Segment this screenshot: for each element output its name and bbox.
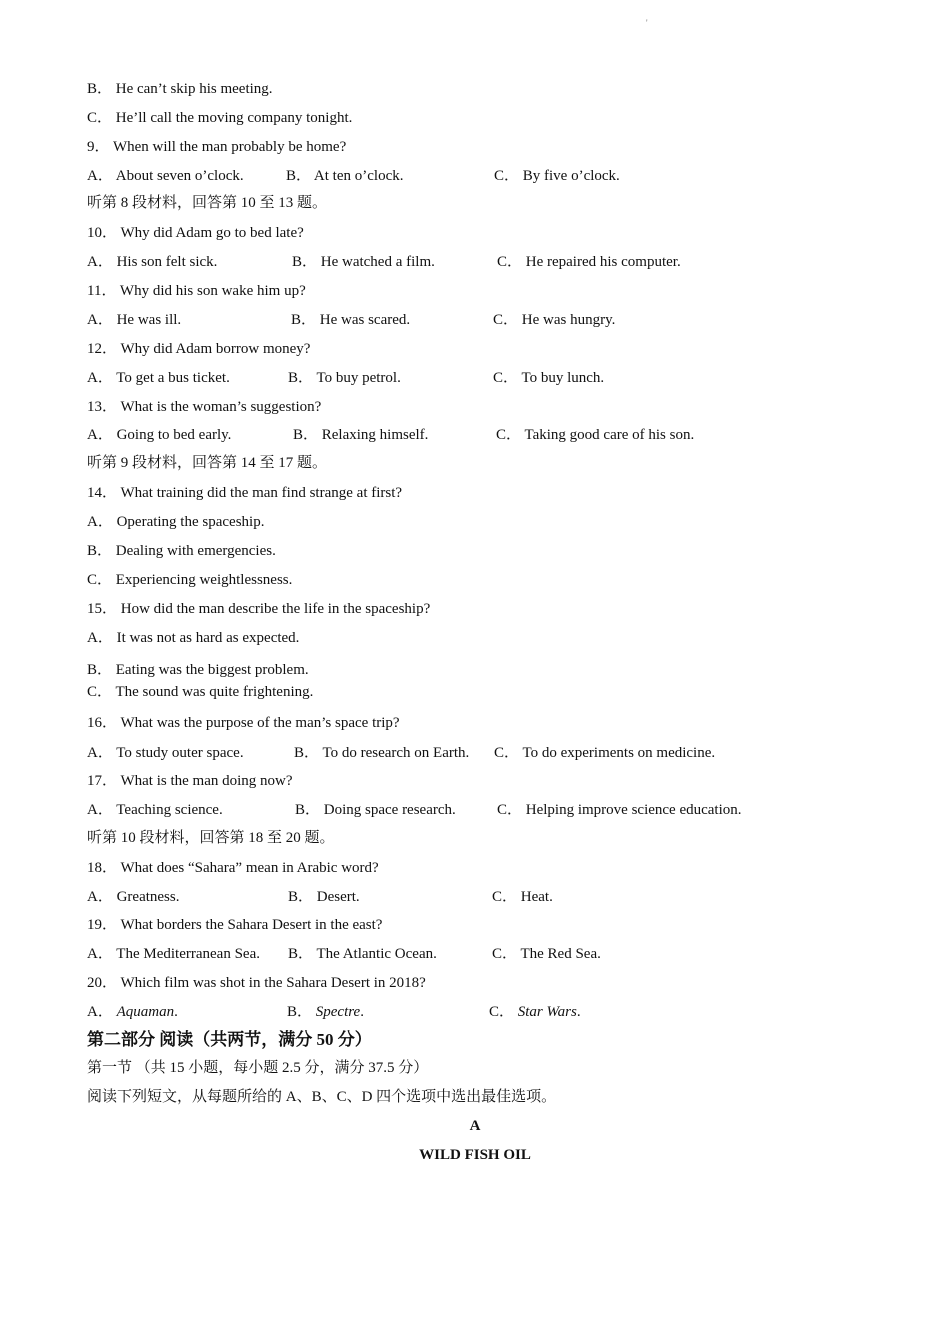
page-mark: ' [646,18,648,28]
option-a: A． Teaching science. [87,802,223,818]
question-line: 19． What borders the Sahara Desert in the east? [87,917,383,933]
option-b: B． Desert. [288,889,360,905]
option-c: C． To do experiments on medicine. [494,745,716,761]
section-instruction: 听第 9 段材料，回答第 14 至 17 题。 [87,455,328,471]
part-heading: 第二部分 阅读（共两节，满分 50 分） [87,1030,372,1049]
film-title: Star Wars [517,1004,577,1020]
option-line: B． Dealing with emergencies. [87,543,276,559]
option-a: A． Aquaman. [87,1004,178,1020]
option-c: C． To buy lunch. [493,370,605,386]
option-b: B． He was scared. [291,312,411,328]
option-c: C． The Red Sea. [492,946,601,962]
option-b: B． To do research on Earth. [294,745,470,761]
question-line: 14． What training did the man find strange at first? [87,485,403,501]
option-b: B． To buy petrol. [288,370,401,386]
option-c: C． Helping improve science education. [497,802,742,818]
question-line: 12． Why did Adam borrow money? [87,341,311,357]
question-line: 9． When will the man probably be home? [87,139,347,155]
film-title: Spectre [315,1004,361,1020]
option-c: C． By five o’clock. [494,168,620,184]
option-b: B． At ten o’clock. [286,168,404,184]
option-b: B． Spectre. [287,1004,364,1020]
option-line: A． It was not as hard as expected. [87,630,300,646]
question-line: 17． What is the man doing now? [87,773,293,789]
option-a: A． To study outer space. [87,745,244,761]
option-a: A． The Mediterranean Sea. [87,946,260,962]
option-line: C． The sound was quite frightening. [87,684,314,700]
section-instruction: 听第 10 段材料，回答第 18 至 20 题。 [87,830,335,846]
option-line: C． Experiencing weightlessness. [87,572,293,588]
question-line: 16． What was the purpose of the man’s space trip? [87,715,400,731]
option-c: C． Taking good care of his son. [496,427,695,443]
option-a: A． About seven o’clock. [87,168,244,184]
option-c: C． Star Wars. [489,1004,581,1020]
option-a: A． To get a bus ticket. [87,370,230,386]
option-a: A． He was ill. [87,312,182,328]
film-title: Aquaman [116,1004,175,1020]
question-line: 20． Which film was shot in the Sahara Desert in 2018? [87,975,426,991]
option-b: B． Relaxing himself. [293,427,429,443]
section-heading: 第一节 （共 15 小题，每小题 2.5 分，满分 37.5 分） [87,1060,429,1076]
option-line: A． Operating the spaceship. [87,514,265,530]
option-c: C． Heat. [492,889,553,905]
question-line: 15． How did the man describe the life in the spaceship? [87,601,431,617]
option-b: B． He watched a film. [292,254,435,270]
option-line: C． He’ll call the moving company tonight. [87,110,353,126]
option-c: C． He was hungry. [493,312,616,328]
option-c: C． He repaired his computer. [497,254,681,270]
option-b: B． Doing space research. [295,802,456,818]
option-a: A． His son felt sick. [87,254,218,270]
passage-label: A [469,1118,481,1134]
question-line: 13． What is the woman’s suggestion? [87,399,322,415]
passage-title: WILD FISH OIL [419,1147,531,1163]
option-a: A． Going to bed early. [87,427,232,443]
question-line: 11． Why did his son wake him up? [87,283,306,299]
question-line: 18． What does “Sahara” mean in Arabic word? [87,860,379,876]
option-a: A． Greatness. [87,889,180,905]
option-b: B． The Atlantic Ocean. [288,946,437,962]
section-instruction: 听第 8 段材料，回答第 10 至 13 题。 [87,195,328,211]
option-line: B． He can’t skip his meeting. [87,81,273,97]
section-instruction: 阅读下列短文，从每题所给的 A、B、C、D 四个选项中选出最佳选项。 [87,1089,557,1105]
question-line: 10． Why did Adam go to bed late? [87,225,304,241]
option-line: B． Eating was the biggest problem. [87,662,309,678]
